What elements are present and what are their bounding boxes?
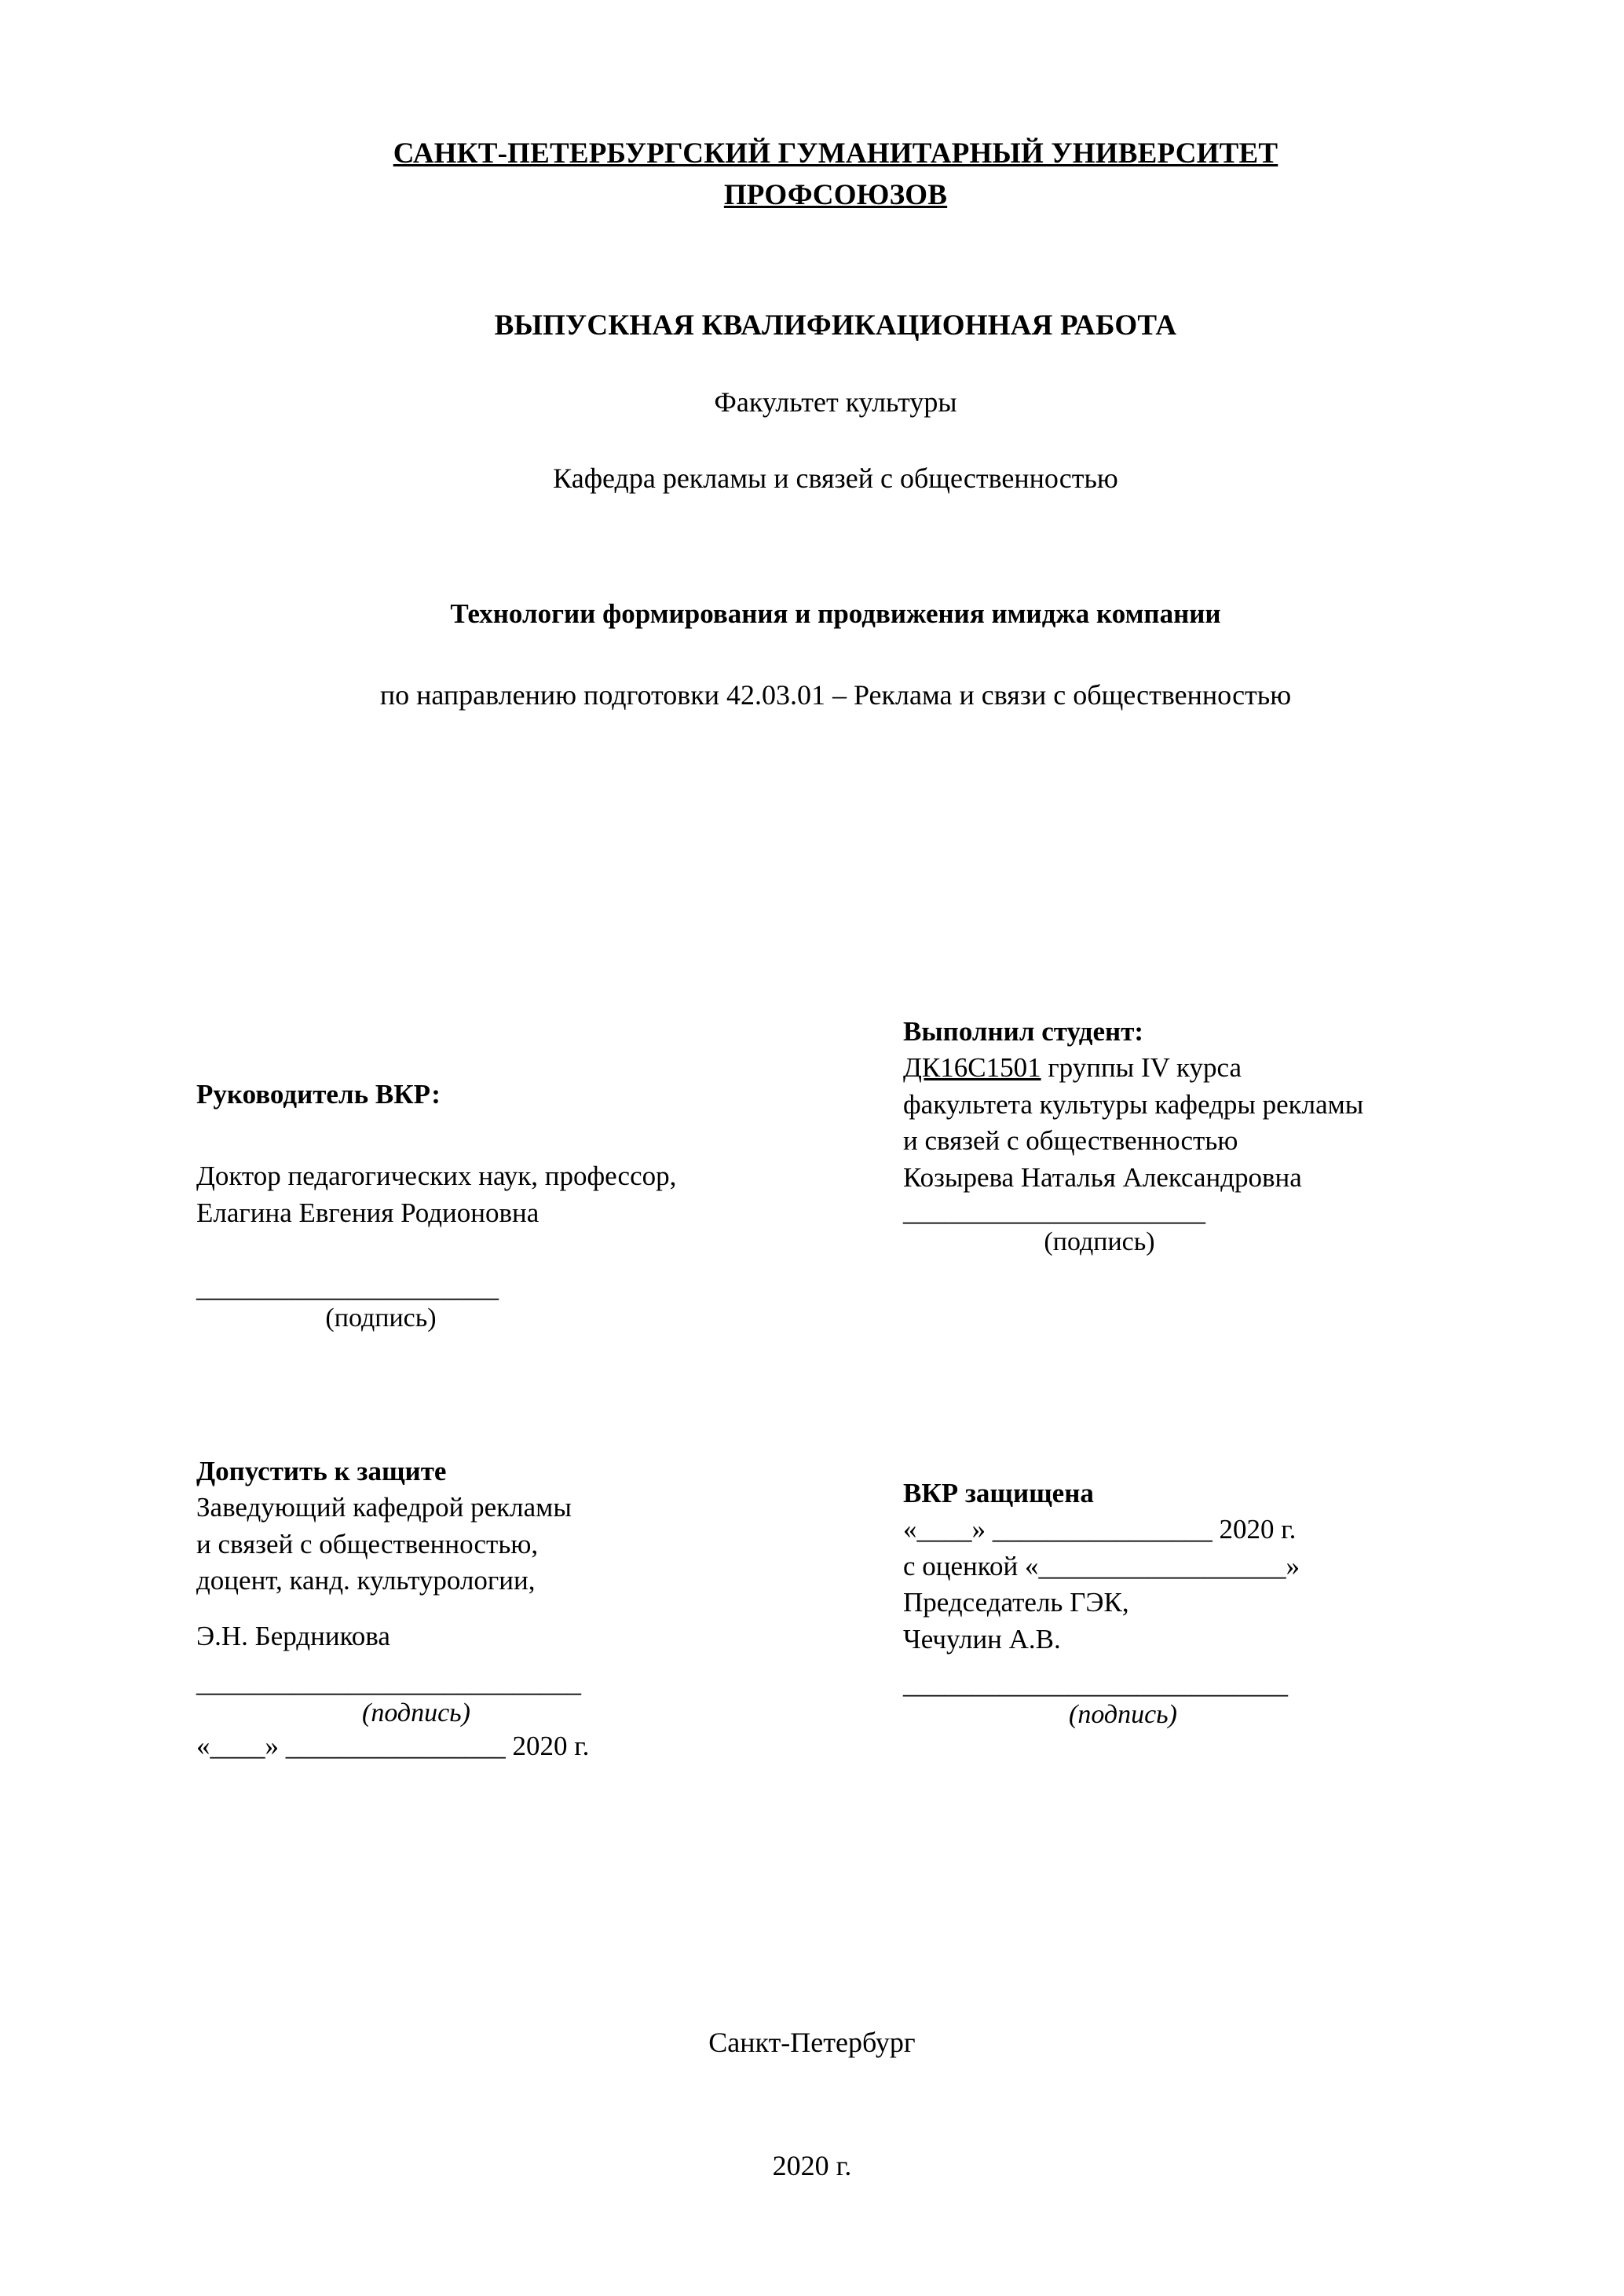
admission-signature-line: ____________________________ [196, 1667, 581, 1698]
student-block-title: Выполнил студент: [903, 1016, 1144, 1047]
faculty-name: Факультет культуры [714, 386, 957, 419]
defense-chair-line1: Председатель ГЭК, [903, 1587, 1129, 1618]
work-type: ВЫПУСКНАЯ КВАЛИФИКАЦИОННАЯ РАБОТА [494, 309, 1177, 342]
student-signature-line: ______________________ [903, 1196, 1205, 1227]
city: Санкт-Петербург [708, 2027, 916, 2058]
admission-head-name: Э.Н. Бердникова [196, 1620, 390, 1651]
supervisor-signature-line: ______________________ [196, 1272, 499, 1303]
student-faculty-line: факультета культуры кафедры рекламы [903, 1088, 1364, 1120]
defense-signature-line: ____________________________ [903, 1669, 1288, 1700]
university-name-line2: ПРОФСОЮЗОВ [723, 178, 948, 211]
defense-date-line: «____» ________________ 2020 г. [903, 1514, 1297, 1545]
admission-line2: и связей с общественностью, [196, 1528, 539, 1559]
admission-line3: доцент, канд. культурологии, [196, 1565, 536, 1596]
title-page-footer [0, 2026, 1624, 2182]
study-direction: по направлению подготовки 42.03.01 – Реклама и связи с общественностью [379, 679, 1292, 711]
signature-row-top [196, 1013, 1530, 1421]
signature-area [196, 1013, 1530, 1798]
supervisor-degree: Доктор педагогических наук, профессор, [196, 1161, 677, 1192]
supervisor-name: Елагина Евгения Родионовна [196, 1197, 540, 1228]
supervisor-block-title: Руководитель ВКР: [196, 1079, 441, 1110]
university-name-line1: САНКТ-ПЕТЕРБУРГСКИЙ ГУМАНИТАРНЫЙ УНИВЕРСИТЕТ [393, 137, 1278, 170]
admission-signature-caption: (подпись) [362, 1698, 470, 1728]
admission-date-line: «____» ________________ 2020 г. [196, 1731, 590, 1762]
thesis-topic: Технологии формирования и продвижения имиджа компании [450, 598, 1221, 630]
admission-block [196, 1453, 887, 1765]
defense-grade-line: с оценкой «__________________» [903, 1550, 1300, 1581]
student-group-rest: группы IV курса [1041, 1052, 1242, 1084]
admission-title: Допустить к защите [196, 1456, 447, 1486]
student-group [903, 1050, 1547, 1087]
year: 2020 г. [772, 2150, 852, 2181]
student-group-code: ДК16С1501 [903, 1052, 1041, 1084]
defense-title: ВКР защищена [903, 1478, 1094, 1508]
student-chair-line: и связей с общественностью [903, 1125, 1238, 1157]
chair-name: Кафедра рекламы и связей с общественностью [553, 462, 1118, 495]
defense-chair-line2: Чечулин А.В. [903, 1623, 1061, 1654]
admission-line1: Заведующий кафедрой рекламы [196, 1492, 572, 1523]
signature-row-bottom [196, 1453, 1530, 1798]
student-name: Козырева Наталья Александровна [903, 1161, 1302, 1193]
supervisor-block [196, 1076, 887, 1333]
supervisor-signature-caption: (подпись) [325, 1303, 437, 1333]
title-page-header [196, 133, 1475, 711]
defense-block [903, 1475, 1547, 1730]
student-block [903, 1013, 1547, 1257]
defense-signature-caption: (подпись) [1069, 1700, 1177, 1730]
student-signature-caption: (подпись) [1044, 1227, 1155, 1257]
